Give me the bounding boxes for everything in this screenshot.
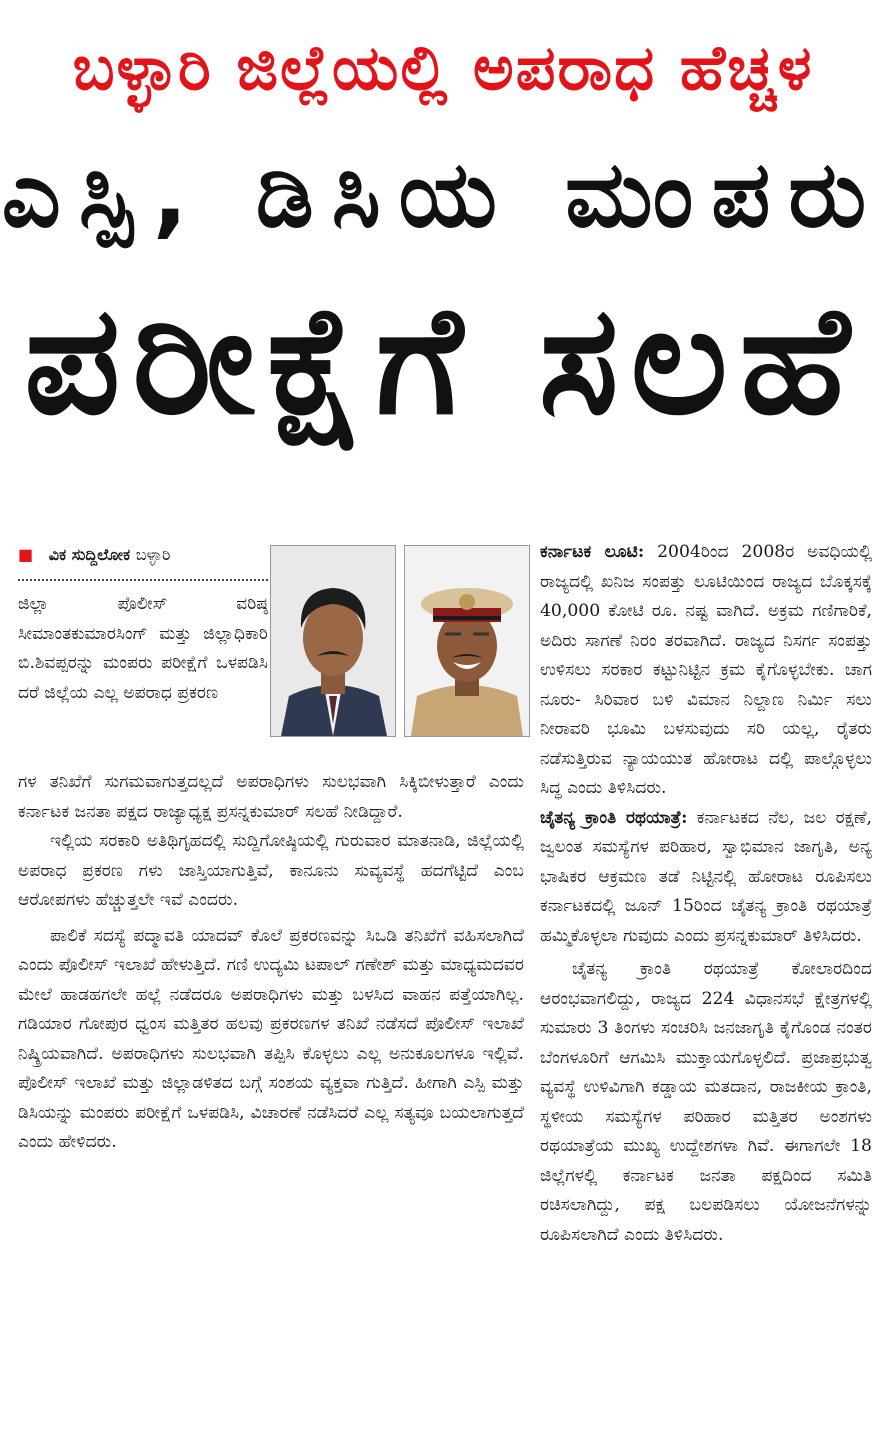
paragraph-yatra — [540, 804, 872, 952]
paragraph: ಚೈತನ್ಯ ಕ್ರಾಂತಿ ರಥಯಾತ್ರೆ ಕೋಲಾರದಿಂದ ಆರಂಭವಾಗಲಿದ್ದು, ರಾಜ್ಯದ 224 ವಿಧಾನಸಭೆ ಕ್ಷೇತ್ರಗಳಲ್ಲಿ ಸುಮಾರು 3 ತಿಂಗಳು ಸಂಚರಿಸಿ ಜನಜಾಗೃತಿ ಕೈಗೊಂಡ ನಂತರ ಬೆಂಗಳೂರಿಗೆ ಆಗಮಿಸಿ ಮುಕ್ತಾಯಗೊಳ್ಳಲಿದೆ. ಪ್ರಜಾಪ್ರಭುತ್ವ ವ್ಯವಸ್ಥೆ ಉಳಿವಿಗಾಗಿ ಕಡ್ಡಾಯ ಮತದಾನ, ರಾಜಕೀಯ ಕ್ರಾಂತಿ, ಸ್ಥಳೀಯ ಸಮಸ್ಯೆಗಳ ಪರಿಹಾರ ಮತ್ತಿತರ ಅಂಶಗಳು ರಥಯಾತ್ರೆಯ ಮುಖ್ಯ ಉದ್ದೇಶಗಳಾ ಗಿವೆ. ಈಗಾಗಲೇ 18 ಜಿಲ್ಲೆಗಳಲ್ಲಿ ಕರ್ನಾಟಕ ಜನತಾ ಪಕ್ಷದಿಂದ ಸಮಿತಿ ರಚಿಸಲಾಗಿದ್ದು, ಪಕ್ಷ ಬಲಪಡಿಸಲು ಯೋಜನೆಗಳನ್ನು ರೂಪಿಸಲಾಗಿದೆ ಎಂದು ತಿಳಿಸಿದರು. — [540, 959, 872, 1245]
portrait-icon — [271, 546, 395, 736]
photo-person-suit — [270, 545, 396, 737]
paragraph-text: 2004ರಿಂದ 2008ರ ಅವಧಿಯಲ್ಲಿ ರಾಜ್ಯದಲ್ಲಿ ಖನಿಜ ಸಂಪತ್ತು ಲೂಟಿಯಿಂದ ರಾಜ್ಯದ ಬೊಕ್ಕಸಕ್ಕೆ 40,000 ಕೋಟಿ ರೂ. ನಷ್ಟ ವಾಗಿದೆ. ಅಕ್ರಮ ಗಣಿಗಾರಿಕೆ, ಅದಿರು ಸಾಗಣೆ ನಿರಂ ತರವಾಗಿದೆ. ರಾಜ್ಯದ ನಿಸರ್ಗ ಸಂಪತ್ತು ಉಳಿಸಲು ಸರಕಾರ ಕಟ್ಟುನಿಟ್ಟಿನ ಕ್ರಮ ಕೈಗೊಳ್ಳಬೇಕು. ಚಾಗ ನೂರು- ಸಿರಿವಾರ ಬಳಿ ವಿಮಾನ ನಿಲ್ದಾಣ ನಿರ್ಮಿ ಸಲು ನೀರಾವರಿ ಭೂಮಿ ಬಳಸುವುದು ಸರಿ ಯಲ್ಲ, ರೈತರು ನಡೆಸುತ್ತಿರುವ ನ್ಯಾಯಯುತ ಹೋರಾಟ ದಲ್ಲಿ ಪಾಲ್ಗೊಳ್ಳಲು ಸಿದ್ಧ ಎಂದು ತಿಳಿಸಿದರು. — [540, 542, 872, 798]
right-column — [540, 538, 872, 1250]
headline-line-2: ಪರೀಕ್ಷೆಗೆ ಸಲಹೆ — [24, 274, 862, 448]
lead-paragraph: ಜಿಲ್ಲಾ ಪೊಲೀಸ್ ವರಿಷ್ಠ ಸೀಮಾಂತಕುಮಾರಸಿಂಗ್ ಮತ್ತು ಜಿಲ್ಲಾಧಿಕಾರಿ ಬಿ.ಶಿವಪ್ಪರನ್ನು ಮಂಪರು ಪರೀಕ್ಷೆಗೆ ಒಳಪಡಿಸಿ ದರೆ ಜಿಲ್ಲೆಯ ಎಲ್ಲ ಅಪರಾಧ ಪ್ರಕರಣ — [18, 594, 268, 703]
subhead-loot: ಕರ್ನಾಟಕ ಲೂಟಿ: — [540, 542, 645, 562]
byline — [18, 545, 268, 581]
headline-line-1: ಎಸ್ಪಿ, ಡಿಸಿಯ ಮಂಪರು — [1, 140, 885, 248]
byline-place: ಬಳ್ಳಾರಿ — [135, 545, 171, 564]
paragraph: ಪಾಲಿಕೆ ಸದಸ್ಯೆ ಪದ್ಮಾವತಿ ಯಾದವ್ ಕೊಲೆ ಪ್ರಕರಣವನ್ನು ಸಿಒಡಿ ತನಿಖೆಗೆ ವಹಿಸಲಾಗಿದೆ ಎಂದು ಪೊಲೀಸ್ ಇಲಾಖೆ ಹೇಳುತ್ತಿದೆ. ಗಣಿ ಉದ್ಯಮಿ ಟಪಾಲ್ ಗಣೇಶ್ ಮತ್ತು ಮಾಧ್ಯಮದವರ ಮೇಲೆ ಹಾಡಹಗಲೇ ಹಲ್ಲೆ ನಡೆದರೂ ಅಪರಾಧಿಗಳು ಮತ್ತು ಬಳಸಿದ ವಾಹನ ಪತ್ತೆಯಾಗಿಲ್ಲ. ಗಡಿಯಾರ ಗೋಪುರ ಧ್ವಂಸ ಮತ್ತಿತರ ಹಲವು ಪ್ರಕರಣಗಳ ತನಿಖೆ ನಡೆಸದೆ ಪೊಲೀಸ್ ಇಲಾಖೆ ನಿಷ್ಕ್ರಿಯವಾಗಿದೆ. ಅಪರಾಧಿಗಳು ಸುಲಭವಾಗಿ ತಪ್ಪಿಸಿ ಕೊಳ್ಳಲು ಎಲ್ಲ ಅನುಕೂಲಗಳೂ ಇಲ್ಲಿವೆ. ಪೊಲೀಸ್ ಇಲಾಖೆ ಮತ್ತು ಜಿಲ್ಲಾಡಳಿತದ ಬಗ್ಗೆ ಸಂಶಯ ವ್ಯಕ್ತವಾ ಗುತ್ತಿದೆ. ಹೀಗಾಗಿ ಎಸ್ಪಿ ಮತ್ತು ಡಿಸಿಯನ್ನು ಮಂಪರು ಪರೀಕ್ಷೆಗೆ ಒಳಪಡಿಸಿ, ವಿಚಾರಣೆ ನಡೆಸಿದರೆ ಎಲ್ಲ ಸತ್ಯವೂ ಬಯಲಾಗುತ್ತದೆ ಎಂದು ಹೇಳಿದರು. — [18, 925, 524, 1152]
paragraph-loot — [540, 538, 872, 804]
subhead-yatra: ಚೈತನ್ಯ ಕ್ರಾಂತಿ ರಥಯಾತ್ರೆ: — [540, 807, 688, 828]
police-portrait-icon — [405, 546, 529, 736]
bullet-square-icon: ■ — [18, 545, 34, 564]
kicker-headline: ಬಳ್ಳಾರಿ ಜಿಲ್ಲೆಯಲ್ಲಿ ಅಪರಾಧ ಹೆಚ್ಚಳ — [72, 31, 814, 104]
paragraph: ಇಲ್ಲಿಯ ಸರಕಾರಿ ಅತಿಥಿಗೃಹದಲ್ಲಿ ಸುದ್ದಿಗೋಷ್ಠಿಯಲ್ಲಿ ಗುರುವಾರ ಮಾತನಾಡಿ, ಜಿಲ್ಲೆಯಲ್ಲಿ ಅಪರಾಧ ಪ್ರಕರಣ ಗಳು ಜಾಸ್ತಿಯಾಗುತ್ತಿವೆ, ಕಾನೂನು ಸುವ್ಯವಸ್ಥೆ ಹದಗೆಟ್ಟಿದೆ ಎಂಬ ಆರೋಪಗಳು ಹೆಚ್ಚುತ್ತಲೇ ಇವೆ ಎಂದರು. — [18, 831, 524, 910]
paragraph-text: ಕರ್ನಾಟಕದ ನೆಲ, ಜಲ ರಕ್ಷಣೆ, ಜ್ವಲಂತ ಸಮಸ್ಯೆಗಳ ಪರಿಹಾರ, ಸ್ವಾಭಿಮಾನ ಜಾಗೃತಿ, ಅನ್ಯ ಭಾಷಿಕರ ಆಕ್ರಮಣ ತಡೆ ನಿಟ್ಟಿನಲ್ಲಿ ಹೋರಾಟ ರೂಪಿಸಲು ಕರ್ನಾಟಕದಲ್ಲಿ ಜೂನ್ 15ರಿಂದ ಚೈತನ್ಯ ಕ್ರಾಂತಿ ರಥಯಾತ್ರೆ ಹಮ್ಮಿಕೊಳ್ಳಲಾ ಗುವುದು ಎಂದು ಪ್ರಸನ್ನಕುಮಾರ್ ತಿಳಿಸಿದರು. — [540, 807, 872, 946]
photo-police-officer — [404, 545, 530, 737]
byline-agency: ವಿಕ ಸುದ್ದಿಲೋಕ — [48, 545, 131, 564]
left-column — [18, 768, 524, 1158]
paragraph: ಗಳ ತನಿಖೆಗೆ ಸುಗಮವಾಗುತ್ತದಲ್ಲದೆ ಅಪರಾಧಿಗಳು ಸುಲಭವಾಗಿ ಸಿಕ್ಕಿಬೀಳುತ್ತಾರೆ ಎಂದು ಕರ್ನಾಟಕ ಜನತಾ ಪಕ್ಷದ ರಾಜ್ಯಾಧ್ಯಕ್ಷ ಪ್ರಸನ್ನಕುಮಾರ್ ಸಲಹೆ ನೀಡಿದ್ದಾರೆ. — [18, 772, 524, 822]
